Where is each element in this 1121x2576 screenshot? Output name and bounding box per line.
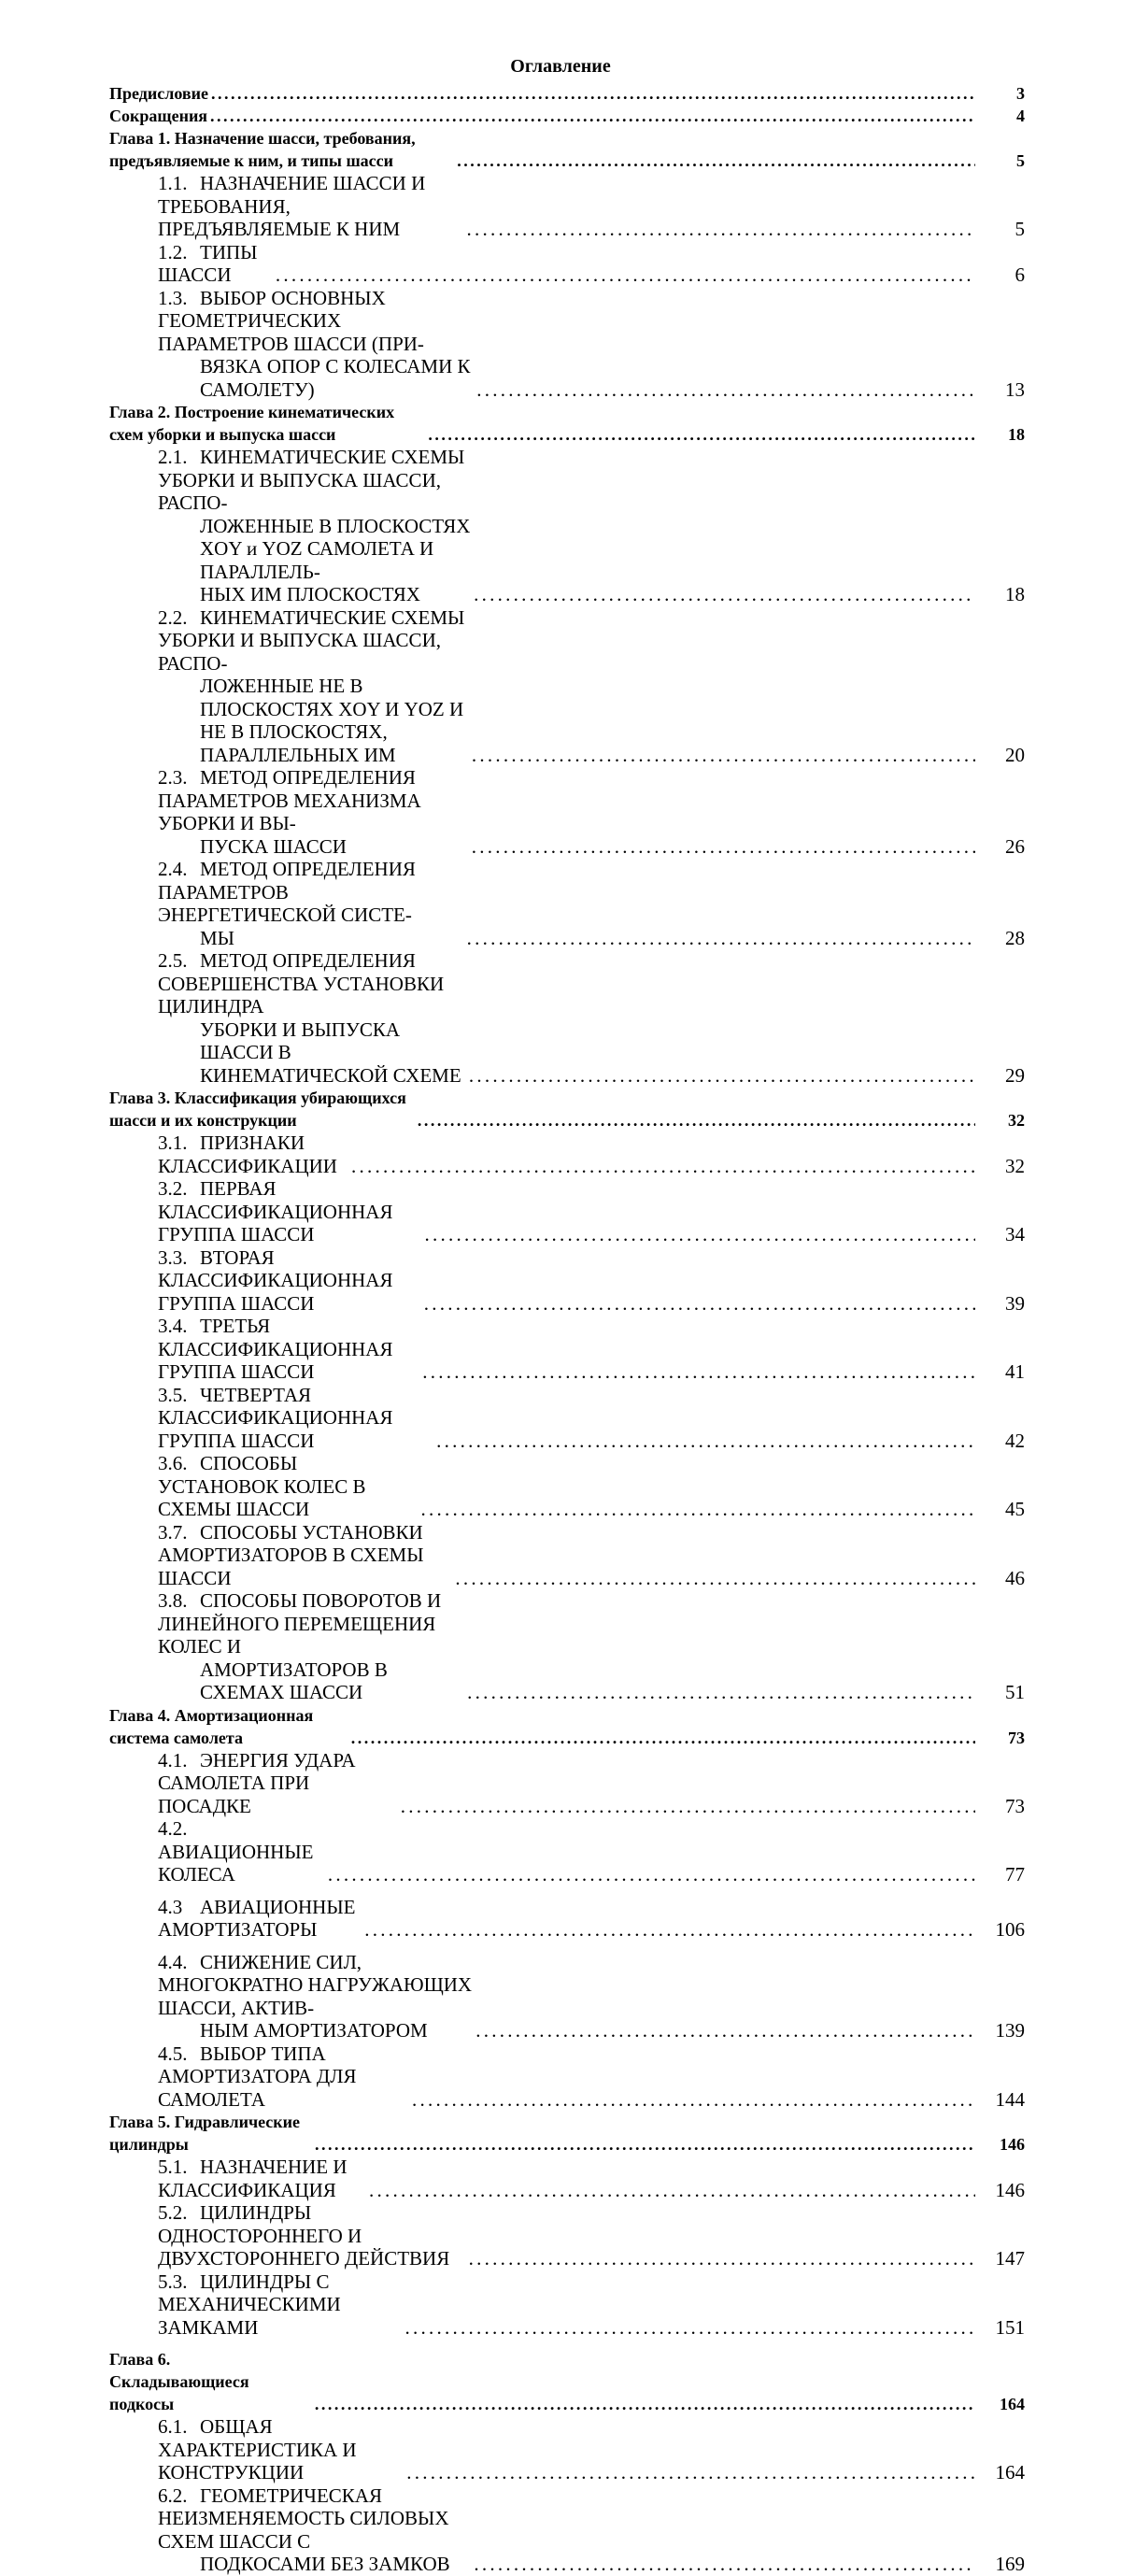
section-number: 3.6. (158, 1452, 188, 1474)
toc-section-entry (109, 1315, 1025, 1384)
entry-line: МЕТОД ОПРЕДЕЛЕНИЯ ПАРАМЕТРОВ МЕХАНИЗМА УБОРКИ И ВЫ- (158, 766, 421, 834)
entry-line: ЛОЖЕННЫЕ В ПЛОСКОСТЯХ XOY и YOZ САМОЛЕТА И ПАРАЛЛЕЛЬ- (200, 514, 471, 583)
entry-line: НЫМ АМОРТИЗАТОРОМ (200, 2019, 428, 2042)
dot-leader (211, 82, 975, 105)
entry-line: СПОСОБЫ УСТАНОВКИ АМОРТИЗАТОРОВ В СХЕМЫ ШАССИ (158, 1520, 424, 1589)
entry-label (158, 2156, 366, 2201)
toc-chapter-entry (109, 1087, 1025, 1131)
dot-leader (474, 583, 975, 606)
dot-leader (474, 2553, 975, 2576)
dot-leader (315, 2393, 975, 2415)
toc-section-entry (109, 2415, 1025, 2484)
toc-section-entry (109, 1589, 1025, 1704)
entry-label: Глава 4. Амортизационная система самолета (109, 1705, 314, 1747)
entry-label: Глава 6. Складывающиеся подкосы (109, 2350, 249, 2413)
toc-section-entry (109, 1177, 1025, 1246)
dot-leader (315, 2133, 975, 2156)
dot-leader (466, 218, 975, 241)
toc-section-entry (109, 766, 1025, 858)
entry-line: ВЫБОР ТИПА АМОРТИЗАТОРА ДЛЯ САМОЛЕТА (158, 2042, 357, 2111)
entry-label (158, 2201, 466, 2270)
entry-line: КИНЕМАТИЧЕСКИЕ СХЕМЫ УБОРКИ И ВЫПУСКА ШАССИ, РАСПО- (158, 446, 465, 514)
entry-line: АВИАЦИОННЫЕ КОЛЕСА (158, 1840, 314, 1886)
dot-leader (467, 1681, 975, 1704)
dot-leader (369, 2179, 975, 2202)
dot-leader (412, 2088, 975, 2112)
toc-chapter-entry (109, 2348, 1025, 2415)
section-number: 3.1. (158, 1131, 188, 1154)
dot-leader (476, 378, 975, 402)
entry-line: ВТОРАЯ КЛАССИФИКАЦИОННАЯ ГРУППА ШАССИ (158, 1245, 393, 1315)
entry-label (158, 172, 463, 241)
section-number: 4.5. (158, 2042, 188, 2065)
dot-leader (469, 2247, 975, 2270)
toc-section-entry (109, 1951, 1025, 2042)
entry-label (158, 1589, 464, 1704)
section-number: 2.2. (158, 605, 188, 629)
toc-section-entry (109, 2201, 1025, 2270)
page-number: 46 (1005, 1566, 1025, 1589)
page-number: 164 (995, 2461, 1025, 2483)
entry-label (158, 1817, 325, 1886)
entry-line: ЛОЖЕННЫЕ НЕ В ПЛОСКОСТЯХ XOY И YOZ И НЕ В ПЛОСКОСТЯХ, (200, 675, 464, 743)
entry-line: АВИАЦИОННЫЕ АМОРТИЗАТОРЫ (158, 1895, 356, 1941)
section-number: 4.2. (158, 1817, 188, 1840)
dot-leader (472, 744, 975, 767)
entry-line: ЭНЕРГИЯ УДАРА САМОЛЕТА ПРИ ПОСАДКЕ (158, 1748, 356, 1817)
entry-label (158, 1749, 398, 1818)
entry-label (158, 1384, 433, 1453)
entry-label: Предисловие (109, 84, 208, 103)
page-number: 41 (1005, 1360, 1025, 1383)
section-number: 4.3 (158, 1895, 183, 1918)
entry-label (158, 949, 466, 1087)
page-number: 147 (995, 2247, 1025, 2270)
section-number: 3.7. (158, 1520, 188, 1544)
page-number: 20 (1005, 743, 1025, 766)
section-number: 2.3. (158, 766, 188, 789)
entry-label (158, 2270, 403, 2340)
dot-leader (210, 105, 975, 127)
page-number: 51 (1005, 1681, 1025, 1703)
entry-line: ПЕРВАЯ КЛАССИФИКАЦИОННАЯ ГРУППА ШАССИ (158, 1177, 393, 1245)
entry-line: МЫ (200, 926, 234, 949)
toc-chapter-entry (109, 1704, 1025, 1749)
toc-section-entry (109, 1521, 1025, 1590)
dot-leader (351, 1727, 975, 1749)
toc-section-entry (109, 1384, 1025, 1453)
toc-section-entry (109, 172, 1025, 241)
entry-line: ПУСКА ШАССИ (200, 834, 347, 858)
section-number: 1.1. (158, 172, 188, 194)
entry-line: ЦИЛИНДРЫ ОДНОСТОРОННЕГО И ДВУХСТОРОННЕГО ДЕЙСТВИЯ (158, 2201, 450, 2270)
page-number: 32 (1008, 1111, 1025, 1130)
section-number: 6.1. (158, 2415, 188, 2438)
entry-line: ГЕОМЕТРИЧЕСКАЯ НЕИЗМЕНЯЕМОСТЬ СИЛОВЫХ СХЕМ ШАССИ С (158, 2483, 449, 2553)
entry-line: ПАРАЛЛЕЛЬНЫХ ИМ (200, 743, 396, 766)
entry-line: ТИПЫ ШАССИ (158, 240, 258, 286)
page-number: 3 (1016, 84, 1025, 103)
entry-label (158, 1452, 418, 1521)
toc-section-entry (109, 241, 1025, 287)
page-number: 39 (1005, 1291, 1025, 1315)
entry-line: ТРЕТЬЯ КЛАССИФИКАЦИОННАЯ ГРУППА ШАССИ (158, 1315, 393, 1383)
entry-label (158, 2484, 471, 2576)
toc-chapter-entry (109, 2111, 1025, 2156)
toc-section-entry (109, 1749, 1025, 1818)
page-number: 139 (995, 2019, 1025, 2042)
page-number: 4 (1016, 107, 1025, 125)
toc-section-entry (109, 287, 1025, 402)
toc-chapter-entry (109, 105, 1025, 127)
page-number: 144 (995, 2087, 1025, 2111)
page-number: 73 (1008, 1728, 1025, 1747)
toc-section-entry (109, 1131, 1025, 1177)
entry-line: НАЗНАЧЕНИЕ ШАССИ И ТРЕБОВАНИЯ, ПРЕДЪЯВЛЯЕМЫЕ К НИМ (158, 172, 426, 240)
dot-leader (422, 1360, 975, 1384)
entry-label (158, 1951, 473, 2042)
section-number: 2.4. (158, 858, 188, 880)
dot-leader (472, 835, 975, 859)
entry-label (158, 241, 273, 287)
page-number: 6 (1015, 263, 1025, 286)
section-number: 5.2. (158, 2201, 188, 2224)
toc-section-entry (109, 2484, 1025, 2576)
page-number: 73 (1005, 1794, 1025, 1817)
spacer (109, 2339, 1025, 2348)
dot-leader (405, 2316, 975, 2340)
dot-leader (436, 1430, 975, 1453)
section-number: 4.4. (158, 1950, 188, 1973)
entry-label (158, 446, 471, 606)
entry-line: КИНЕМАТИЧЕСКИЕ СХЕМЫ УБОРКИ И ВЫПУСКА ШАССИ, РАСПО- (158, 605, 465, 675)
entry-label (158, 766, 469, 858)
toc-chapter-entry (109, 401, 1025, 446)
toc-section-entry (109, 1896, 1025, 1942)
entry-label: Глава 5. Гидравлические цилиндры (109, 2113, 301, 2154)
entry-label (158, 606, 469, 767)
dot-leader (475, 2019, 975, 2042)
toc-section-entry (109, 446, 1025, 606)
page-number: 146 (995, 2178, 1025, 2201)
entry-line: ПРИЗНАКИ КЛАССИФИКАЦИИ (158, 1131, 337, 1177)
dot-leader (406, 2461, 975, 2484)
dot-leader (420, 1498, 975, 1521)
entry-label: Сокращения (109, 107, 208, 125)
page-number: 32 (1005, 1154, 1025, 1177)
section-number: 2.1. (158, 446, 188, 468)
section-number: 1.2. (158, 240, 188, 263)
page-number: 5 (1016, 151, 1025, 170)
page-number: 151 (995, 2315, 1025, 2339)
entry-label (158, 1177, 421, 1246)
section-number: 4.1. (158, 1748, 188, 1772)
toc-section-entry (109, 1246, 1025, 1316)
dot-leader (424, 1223, 975, 1246)
dot-leader (457, 149, 975, 172)
entry-line: ЦИЛИНДРЫ С МЕХАНИЧЕСКИМИ ЗАМКАМИ (158, 2270, 341, 2339)
entry-label (158, 1315, 419, 1384)
entry-line: ЧЕТВЕРТАЯ КЛАССИФИКАЦИОННАЯ ГРУППА ШАССИ (158, 1383, 393, 1452)
page-number: 77 (1005, 1863, 1025, 1886)
entry-line: НАЗНАЧЕНИЕ И КЛАССИФИКАЦИЯ (158, 2156, 348, 2201)
toc-section-entry (109, 1452, 1025, 1521)
entry-label (158, 1131, 348, 1177)
dot-leader (428, 423, 975, 446)
dot-leader (424, 1292, 975, 1316)
page-number: 13 (1005, 377, 1025, 401)
entry-label (158, 287, 474, 402)
dot-leader (418, 1109, 975, 1131)
page-number: 146 (1000, 2135, 1025, 2154)
entry-line: СПОСОБЫ УСТАНОВОК КОЛЕС В СХЕМЫ ШАССИ (158, 1452, 366, 1520)
page-number: 28 (1005, 926, 1025, 949)
section-number: 3.2. (158, 1177, 188, 1200)
entry-line: ОБЩАЯ ХАРАКТЕРИСТИКА И КОНСТРУКЦИИ (158, 2415, 357, 2483)
toc-section-entry (109, 2042, 1025, 2112)
page-number: 26 (1005, 834, 1025, 858)
entry-label (158, 1246, 421, 1316)
page-number: 164 (1000, 2395, 1025, 2413)
page-number: 106 (995, 1918, 1025, 1941)
page-number: 45 (1005, 1498, 1025, 1520)
page-number: 5 (1015, 218, 1025, 240)
entry-line: ВЫБОР ОСНОВНЫХ ГЕОМЕТРИЧЕСКИХ ПАРАМЕТРОВ ШАССИ (ПРИ- (158, 286, 424, 355)
toc-chapter-entry (109, 127, 1025, 172)
spacer (109, 1886, 1025, 1896)
section-number: 6.2. (158, 2483, 188, 2507)
section-number: 3.5. (158, 1383, 188, 1406)
entry-line: НЫХ ИМ ПЛОСКОСТЯХ (200, 583, 420, 605)
toc-section-entry (109, 949, 1025, 1087)
entry-label (158, 2415, 404, 2484)
entry-line: ПОДКОСАМИ БЕЗ ЗАМКОВ (200, 2553, 450, 2575)
toc-section-entry (109, 2156, 1025, 2201)
spacer (109, 1942, 1025, 1951)
dot-leader (401, 1795, 975, 1818)
page-number: 18 (1005, 583, 1025, 605)
section-number: 5.3. (158, 2270, 188, 2293)
section-number: 3.3. (158, 1245, 188, 1269)
entry-label: Глава 2. Построение кинематических схем уборки и выпуска шасси (109, 403, 395, 444)
entry-line: СПОСОБЫ ПОВОРОТОВ И ЛИНЕЙНОГО ПЕРЕМЕЩЕНИЯ КОЛЕС И (158, 1589, 442, 1658)
entry-line: МЕТОД ОПРЕДЕЛЕНИЯ СОВЕРШЕНСТВА УСТАНОВКИ ЦИЛИНДРА (158, 949, 445, 1018)
toc-section-entry (109, 1817, 1025, 1886)
section-number: 3.4. (158, 1315, 188, 1337)
table-of-contents (109, 82, 1025, 2576)
entry-line: СНИЖЕНИЕ СИЛ, МНОГОКРАТНО НАГРУЖАЮЩИХ ШАССИ, АКТИВ- (158, 1950, 473, 2019)
toc-section-entry (109, 858, 1025, 949)
page-number: 18 (1008, 425, 1025, 444)
section-number: 1.3. (158, 286, 188, 309)
page-number: 34 (1005, 1223, 1025, 1245)
dot-leader (328, 1863, 975, 1886)
entry-label: Глава 1. Назначение шасси, требования, предъявляемые к ним, и типы шасси (109, 129, 416, 170)
toc-section-entry (109, 2270, 1025, 2340)
entry-label (158, 2042, 409, 2112)
page-number: 169 (995, 2553, 1025, 2575)
dot-leader (351, 1155, 975, 1178)
dot-leader (276, 263, 975, 287)
section-number: 2.5. (158, 949, 188, 972)
entry-line: УБОРКИ И ВЫПУСКА ШАССИ В КИНЕМАТИЧЕСКОЙ СХЕМЕ (200, 1018, 461, 1087)
entry-label: Глава 3. Классификация убирающихся шасси и их конструкции (109, 1089, 406, 1130)
section-number: 3.8. (158, 1589, 188, 1612)
toc-chapter-entry (109, 82, 1025, 105)
entry-label (158, 858, 464, 949)
page-number: 42 (1005, 1429, 1025, 1452)
entry-line: АМОРТИЗАТОРОВ В СХЕМАХ ШАССИ (200, 1658, 388, 1703)
entry-line: ВЯЗКА ОПОР С КОЛЕСАМИ К САМОЛЕТУ) (200, 355, 471, 401)
entry-label (158, 1896, 362, 1942)
entry-label (158, 1521, 452, 1590)
toc-title: Оглавление (510, 56, 611, 77)
section-number: 5.1. (158, 2156, 188, 2178)
dot-leader (469, 1064, 975, 1088)
entry-line: МЕТОД ОПРЕДЕЛЕНИЯ ПАРАМЕТРОВ ЭНЕРГЕТИЧЕСКОЙ СИСТЕ- (158, 858, 416, 926)
dot-leader (467, 927, 975, 950)
toc-section-entry (109, 606, 1025, 767)
page-number: 29 (1005, 1063, 1025, 1087)
dot-leader (364, 1918, 975, 1942)
